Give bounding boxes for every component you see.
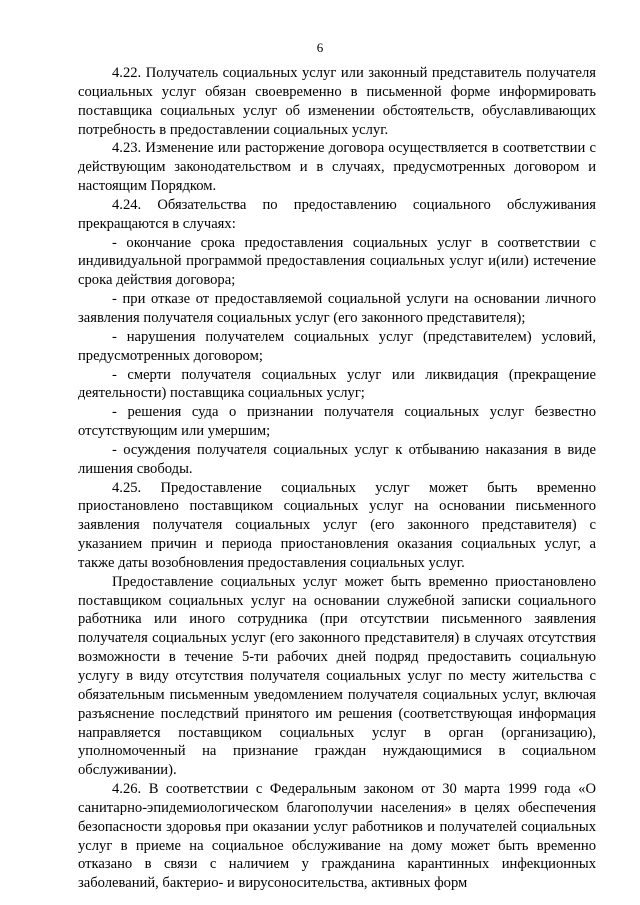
list-item: - смерти получателя социальных услуг или ликвидация (прекращение деятельности) поставщика социальных услуг; bbox=[78, 366, 596, 402]
list-item: - нарушения получателем социальных услуг (представителем) условий, предусмотренных договором; bbox=[78, 328, 596, 364]
list-item: - решения суда о признании получателя социальных услуг безвестно отсутствующим или умершим; bbox=[78, 404, 596, 440]
document-body bbox=[78, 64, 596, 893]
paragraph-4-22: 4.22. Получатель социальных услуг или законный представитель получателя социальных услуг обязан своевременно в письменной форме информировать поставщика социальных услуг об изменении обстоятельств, обуславливающих потребность в предоставлении социальных услуг. bbox=[78, 65, 596, 138]
list-item: - окончание срока предоставления социальных услуг в соответствии с индивидуальной программой предоставления социальных услуг и(или) истечение срока действия договора; bbox=[78, 234, 596, 289]
paragraph-4-26: 4.26. В соответствии с Федеральным законом от 30 марта 1999 года «О санитарно-эпидемиологическом благополучии населения» в целях обеспечения безопасности здоровья при оказании услуг работников и получателей социальных услуг в приеме на социальное обслуживание на дому может быть временно отказано в связи с наличием у гражданина карантинных инфекционных заболеваний, бактерио- и вирусоносительства, активных форм bbox=[78, 781, 596, 892]
paragraph-4-23: 4.23. Изменение или расторжение договора осуществляется в соответствии с действующим законодательством и в случаях, предусмотренных договором и настоящим Порядком. bbox=[78, 140, 596, 195]
page-number: 6 bbox=[316, 40, 324, 55]
list-item: - осуждения получателя социальных услуг к отбыванию наказания в виде лишения свободы. bbox=[78, 441, 596, 477]
list-item: - при отказе от предоставляемой социальной услуги на основании личного заявления получателя социальных услуг (его законного представителя); bbox=[78, 291, 596, 326]
paragraph-4-25: 4.25. Предоставление социальных услуг может быть временно приостановлено поставщиком социальных услуг на основании письменного заявления получателя социальных услуг (его законного представителя) с указанием причин и периода приостановления оказания социальных услуг, а также даты возобновления предоставления социальных услуг. bbox=[78, 479, 596, 571]
paragraph-4-25-continued: Предоставление социальных услуг может быть временно приостановлено поставщиком социальных услуг на основании служебной записки социального работника или иного сотрудника (при отсутствии письменного заявления получателя социальных услуг (его законного представителя) в случаях отсутствия возможности в течение 5-ти рабочих дней подряд предоставить социальную услугу в виду отсутствия получателя социальных услуг по месту жительства с обязательным письменным уведомлением получателя социальных услуг, включая разъяснение последствий принятого им решения (соответствующая информация направляется поставщиком социальных услуг в орган (организацию), уполномоченный на признание граждан нуждающимися в социальном обслуживании). bbox=[78, 573, 596, 779]
paragraph-4-24: 4.24. Обязательства по предоставлению социального обслуживания прекращаются в случаях: bbox=[78, 196, 596, 232]
